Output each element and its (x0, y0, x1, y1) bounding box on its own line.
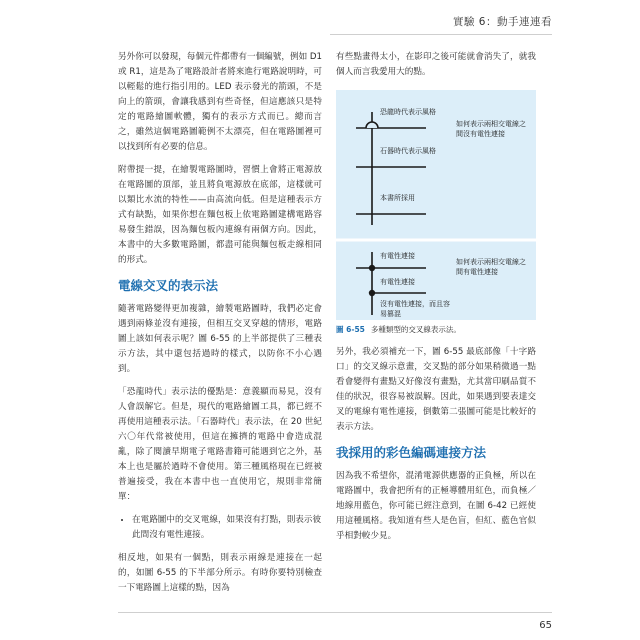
figure-crossing-wires (336, 90, 536, 320)
paragraph-led-note: 另外你可以發現，每個元件都帶有一個編號，例如 D1 或 R1，這是為了電路設計者將來進行電路說明時，可以輕鬆的進行指引用的。LED 表示發光的箭頭，不是向上的箭頭，會讓我感到有些奇怪，但這應該只是特定的電路繪圖軟體，獨有的表示方式而已。總而言之，雖然這個電路圖範例不太漂亮，但在電路圖裡可以找到所有必要的信息。 (118, 52, 322, 152)
label-connected-2: 有電性連接 (380, 278, 415, 286)
label-how-connected: 如何表示兩相交電線之間有電性連接 (456, 258, 526, 276)
paragraph-color-coding: 因為我不希望你，混淆電源供應器的正負極，所以在電路圖中，我會把所有的正極導體用紅色，而負極／地線用藍色，你可能已經注意到，在圖 6-42 已經使用這種風格。我知道有些人是色盲，但紅、藍色官似乎相對較少見。 (336, 471, 536, 541)
label-dinosaur-style: 恐龍時代表示風格 (380, 108, 436, 116)
caption-number: 圖 6-55 (336, 325, 365, 334)
label-book-style: 本書所採用 (380, 194, 415, 202)
paragraph-power-orientation: 附帶提一提，在繪製電路圖時，習慣上會將正電源放在電路圖的頂部，並且將負電源放在底部，這樣就可以類比水流的特性——由高流向低。但是這種表示方式有缺點，如果你想在麵包板上依電路圖建構電路容易發生錯誤，因為麵包板內連線有兩個方向。因此，本書中的大多數電路圖，都盡可能與麵包板走線相同的形式。 (118, 165, 322, 265)
junction-dot-2 (369, 290, 375, 296)
paragraph-dot-size: 有些點畫得太小，在影印之後可能就會消失了，就我個人而言我愛用大的點。 (336, 52, 536, 77)
paragraph-styles-history: 「恐龍時代」表示法的優點是：意義顯而易見，沒有人會誤解它。但是，現代的電路繪圖工具，都已經不再使用這種表示法。「石器時代」表示法，在 20 世紀六〇年代常被使用，但這在擁擠的電路中會造成混亂，除了閱讀早期電子電路書籍可能遇到它之外，基本上也是屬於過時不會使用。第三種風格現在已經被普遍接受，我在本書中也一直使用它，規則非常簡單： (118, 387, 322, 502)
figure-caption (336, 324, 536, 335)
section-heading-crossing-wires: 電線交叉的表示法 (118, 278, 219, 293)
right-column (336, 50, 536, 552)
header-rule (330, 34, 552, 35)
caption-text: 多種類型的交叉線表示法。 (370, 325, 461, 334)
junction-dot-1 (369, 265, 375, 271)
section-heading-color-coding: 我採用的彩色編碼連接方法 (336, 445, 487, 460)
paragraph-dot-rule: 相反地，如果有一個點，則表示兩線是連接在一起的，如圖 6-55 的下半部分所示。有時你要特別檢查一下電路圖上這樣的點，因為 (118, 553, 322, 593)
paragraph-crossroads-note: 另外，我必須補充一下，圖 6-55 最底部像「十字路口」的交叉線示意畫，交叉點的部分如果稍微過一點看會變得有畫點又好像沒有畫點，尤其當印刷品質不佳的狀況，很容易被誤解。因此，如果遇到要表達交叉的電線有電性連接，倒數第二張圖可能是比較好的表示方法。 (336, 347, 536, 432)
label-connected-1: 有電性連接 (380, 252, 415, 260)
left-column (118, 50, 322, 604)
label-how-not-connected: 如何表示兩相交電線之間沒有電性連接 (456, 120, 526, 138)
label-not-connected-confusing: 沒有電性連接，而且容易篡混 (380, 300, 450, 318)
paragraph-crossing-intro: 隨著電路變得更加複雜，繪製電路圖時，我們必定會遇到兩條並沒有連接，但相互交叉穿越的情形，電路圖上該如何表示呢？圖 6-55 的上半部提供了三種表示方法，其中還包括過時的樣式，以防你不小心遇到。 (118, 304, 322, 374)
page-number: 65 (539, 620, 552, 631)
rule-list (118, 513, 322, 543)
hop-arc-dino (366, 122, 378, 128)
running-header: 實驗 6：動手連連看 (452, 16, 552, 28)
footer-rule (118, 612, 552, 613)
label-stone-age-style: 石器時代表示風格 (380, 147, 436, 155)
rule-list-item: • 在電路圖中的交叉電線，如果沒有打點，則表示彼此間沒有電性連接。 (132, 513, 322, 543)
